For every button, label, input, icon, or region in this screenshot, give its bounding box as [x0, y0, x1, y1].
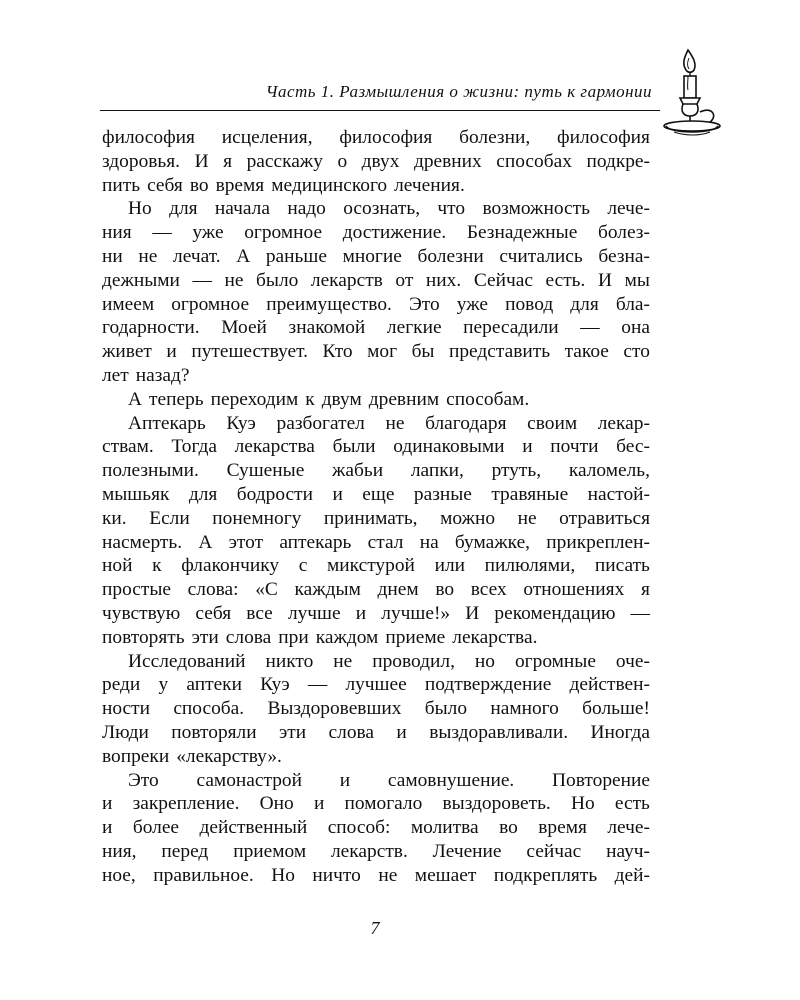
text-line: простые слова: «С каждым днем во всех отношениях я	[102, 579, 650, 601]
text-line: ки. Если понемногу принимать, можно не отравиться	[102, 507, 650, 529]
text-line: и более действенный способ: молитва во время лече-	[102, 817, 650, 839]
text-line: и закрепление. Оно и помогало выздороветь. Но есть	[102, 793, 650, 815]
text-line: насмерть. А этот аптекарь стал на бумажке, прикреплен-	[102, 531, 650, 553]
text-line: ния — уже огромное достижение. Безнадежные болез-	[102, 222, 650, 244]
text-line: философия исцеления, философия болезни, философия	[102, 127, 650, 148]
text-line: пить себя во время медицинского лечения.	[102, 174, 465, 196]
running-head: Часть 1. Размышления о жизни: путь к гармонии	[265, 82, 652, 101]
text-line: Это самонастрой и самовнушение. Повторение	[128, 769, 650, 791]
text-line: ности способа. Выздоровевших было намного больше!	[102, 698, 650, 720]
text-line: ствам. Тогда лекарства были одинаковыми и почти бес-	[102, 436, 650, 458]
text-line: Исследований никто не проводил, но огромные оче-	[128, 650, 650, 672]
text-line: реди у аптеки Куэ — лучшее подтверждение действен-	[102, 674, 650, 696]
text-line: ное, правильное. Но ничто не мешает подкреплять дей-	[102, 864, 650, 886]
body-text	[102, 126, 650, 888]
text-line: Люди повторяли эти слова и выздоравливали. Иногда	[102, 721, 650, 743]
text-line: живет и путешествует. Кто мог бы представить такое сто	[102, 341, 650, 363]
text-line: годарности. Моей знакомой легкие пересадили — она	[102, 317, 650, 339]
text-line: имеем огромное преимущество. Это уже повод для бла-	[102, 293, 650, 315]
text-line: А теперь переходим к двум древним способам.	[128, 388, 530, 410]
text-line: мышьяк для бодрости и еще разные травяные настой-	[102, 483, 650, 505]
text-line: полезными. Сушеные жабьи лапки, ртуть, каломель,	[102, 460, 650, 482]
text-line: чувствую себя все лучше и лучше!» И рекомендацию —	[102, 602, 650, 624]
text-line: ной к флакончику с микстурой или пилюлями, писать	[102, 555, 650, 577]
text-line: здоровья. И я расскажу о двух древних способах подкре-	[102, 150, 650, 172]
text-line: ни не лечат. А раньше многие болезни считались безна-	[102, 245, 650, 267]
text-line: Но для начала надо осознать, что возможность лече-	[128, 198, 650, 220]
text-line: дежными — не было лекарств от них. Сейчас есть. И мы	[102, 269, 650, 291]
page-number: 7	[370, 918, 380, 938]
header-rule	[100, 110, 660, 111]
text-line: ния, перед приемом лекарств. Лечение сейчас науч-	[102, 840, 650, 862]
candle-icon	[660, 46, 724, 138]
text-line: повторять эти слова при каждом приеме лекарства.	[102, 626, 538, 648]
text-line: Аптекарь Куэ разбогател не благодаря своим лекар-	[128, 412, 650, 434]
text-line: лет назад?	[102, 364, 190, 386]
text-line: вопреки «лекарству».	[102, 745, 282, 767]
